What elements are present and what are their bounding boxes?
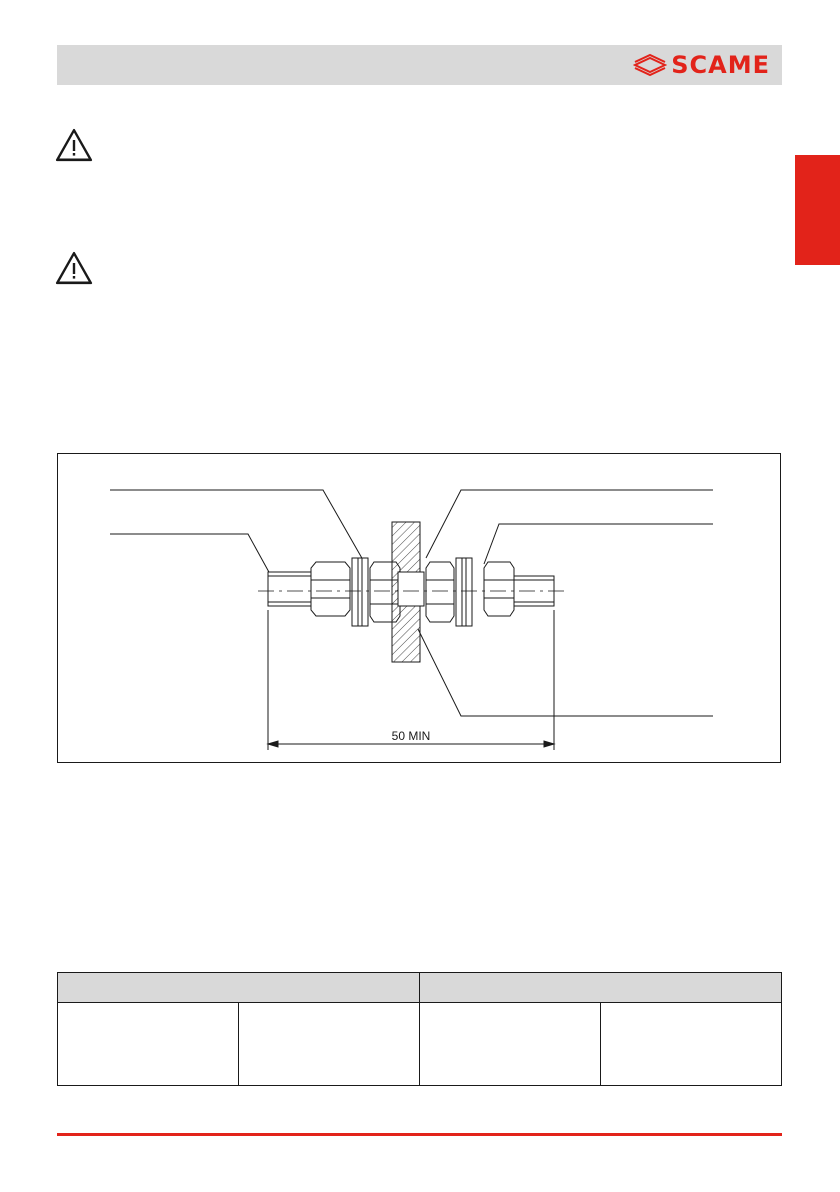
warning-triangle-icon [55,251,93,285]
nut-right-inner [426,562,454,622]
scame-logo-icon [633,53,667,77]
table-header-row [58,973,782,1003]
mounting-diagram-frame [57,453,781,763]
logo-text: SCAME [671,51,770,79]
dimension-label: 50 MIN [391,729,431,743]
thread-left [268,572,316,606]
table-cell [239,1003,420,1086]
table-cell [420,1003,601,1086]
washer-right [456,558,472,626]
spec-table [57,972,782,1086]
warning-triangle-icon [55,128,93,162]
language-side-tab [795,155,840,265]
table-header-cell [58,973,420,1003]
leader-line [418,629,713,716]
nut-left-outer [311,562,350,616]
leader-line [110,534,270,574]
footer-rule [57,1133,782,1136]
brand-logo [633,53,770,77]
table-cell [601,1003,782,1086]
table-row [58,1003,782,1086]
table-header-cell [420,973,782,1003]
gland-mounting-drawing [58,454,782,764]
page-header [57,45,782,85]
nut-right-outer [484,562,514,616]
leader-line [110,490,363,560]
leader-line [484,524,713,564]
table-cell [58,1003,239,1086]
washer-left [352,558,368,626]
